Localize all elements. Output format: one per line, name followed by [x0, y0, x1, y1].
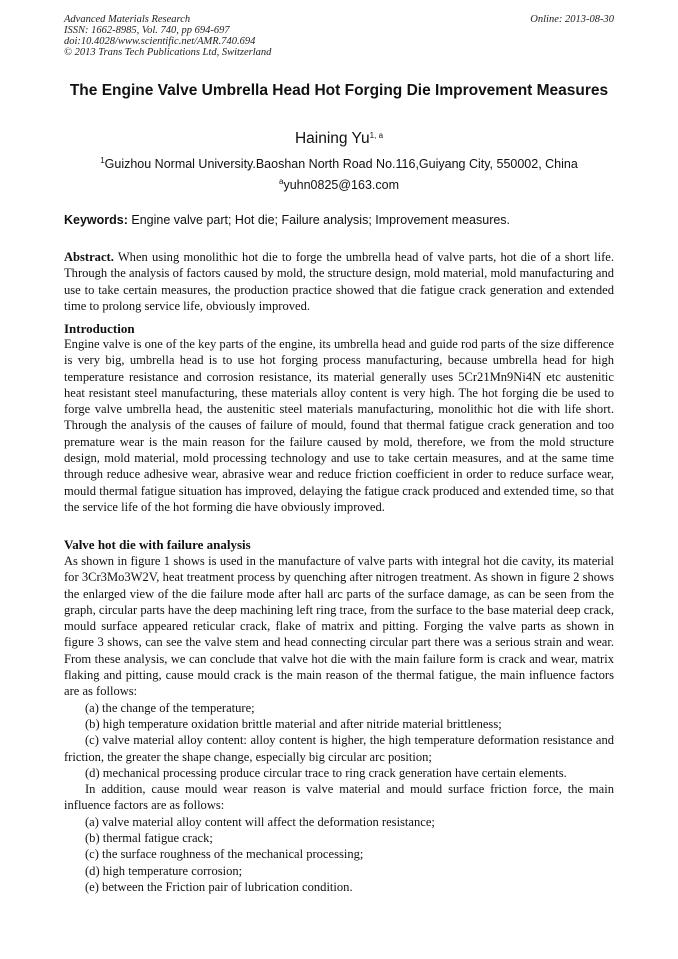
abstract	[64, 249, 614, 314]
wear-factor-a: (a) valve material alloy content will affect the deformation resistance;	[85, 814, 435, 829]
thermal-factor-d: (d) mechanical processing produce circular trace to ring crack generation have certain elements.	[85, 765, 567, 780]
author-line	[64, 130, 614, 148]
email-text: yuhn0825@163.com	[283, 178, 399, 192]
author-name: Haining Yu	[294, 130, 370, 147]
paper-title: The Engine Valve Umbrella Head Hot Forging Die Improvement Measures	[69, 82, 609, 99]
thermal-factor-a: (a) the change of the temperature;	[85, 700, 255, 715]
wear-intro: In addition, cause mould wear reason is valve material and mould surface friction force, the main influence factors are as follows:	[64, 782, 614, 813]
affiliation-text: Guizhou Normal University.Baoshan North Road No.116,Guiyang City, 550002, China	[104, 157, 578, 171]
keywords-text: Engine valve part; Hot die; Failure analysis; Improvement measures.	[131, 213, 511, 227]
journal-header	[64, 14, 271, 58]
author-sup: 1, a	[369, 131, 384, 140]
thermal-factor-b: (b) high temperature oxidation brittle material and after nitride material brittleness;	[85, 716, 502, 731]
online-date: Online: 2013-08-30	[530, 14, 614, 25]
wear-factor-b: (b) thermal fatigue crack;	[85, 831, 213, 846]
keywords-label: Keywords:	[64, 213, 128, 227]
abstract-label: Abstract.	[64, 250, 114, 264]
issn-line: ISSN: 1662-8985, Vol. 740, pp 694-697	[64, 25, 230, 36]
introduction-text: Engine valve is one of the key parts of the engine, its umbrella head and guide rod parts of the size difference is very big, umbrella head is to use hot forging process manufacturing, because umbrella head for high temperature resistance and corrosion resistance, its material generally uses 5Cr21Mn9Ni4N etc austenitic heat resistant steel manufacturing, these materials alloy content is very high. The hot forging die be used to forge valve umbrella head, the austenitic steel materials manufacturing, monolithic hot die with life short. Through the analysis of the causes of failure of mould, found that thermal fatigue crack generation and too premature wear is the main reason for the failure caused by mold, therefore, we from the mold structure design, mold material, mold processing technology and use to take certain measures, and at the same time through reduce adhesive wear, abrasive wear and reduce friction coefficient in order to reduce surface wear, mould thermal fatigue situation has improved, delaying the fatigue crack produced and extended time, so that the service life of the hot forming die have obviously improved.	[64, 337, 614, 514]
valve-section-text: As shown in figure 1 shows is used in the manufacture of valve parts with integral hot die cavity, its material for 3Cr3Mo3W2V, heat treatment process by quenching after nitrogen treatment. As shown in figure 2 shows the enlarged view of the die failure mode after hall arc parts of the surface damage, as can be seen from the graph, circular parts have the deep machining left ring trace, from the surface to the base material deep crack, mould surface appeared reticular crack, flake of matrix and pitting. Forging the valve parts as shown in figure 3 shows, can see the valve stem and head connecting circular part there was a serious strain and wear. From these analysis, we can conclude that valve hot die with the main failure form is crack and wear, matrix flaking and pitting, cause mould crack is the main reason of the thermal fatigue, the main influence factors are as follows:	[64, 554, 614, 699]
doi-line: doi:10.4028/www.scientific.net/AMR.740.694	[64, 36, 256, 47]
keywords	[64, 213, 614, 227]
wear-factor-c: (c) the surface roughness of the mechanical processing;	[85, 847, 364, 862]
wear-factor-d: (d) high temperature corrosion;	[85, 863, 243, 878]
affiliation	[64, 157, 614, 171]
copyright-line: © 2013 Trans Tech Publications Ltd, Switzerland	[64, 47, 272, 58]
wear-factor-e: (e) between the Friction pair of lubrication condition.	[85, 879, 353, 894]
valve-section-heading: Valve hot die with failure analysis	[64, 537, 251, 552]
valve-section-body	[64, 553, 614, 895]
journal-name: Advanced Materials Research	[64, 14, 191, 25]
thermal-factor-c: (c) valve material alloy content: alloy content is higher, the high temperature deformation resistance and friction, the greater the shape change, especially big circular arc position;	[64, 733, 614, 764]
abstract-text: When using monolithic hot die to forge the umbrella head of valve parts, hot die of a short life. Through the analysis of factors caused by mold, the structure design, mold material, mold manufacturing and use to take certain measures, the production practice showed that die fatigue crack generation and extended time to prolong service life, obviously improved.	[64, 250, 614, 313]
introduction-heading: Introduction	[64, 321, 135, 336]
affiliation-sup: 1	[100, 156, 105, 165]
email-line	[64, 178, 614, 192]
email-sup: a	[279, 177, 284, 186]
